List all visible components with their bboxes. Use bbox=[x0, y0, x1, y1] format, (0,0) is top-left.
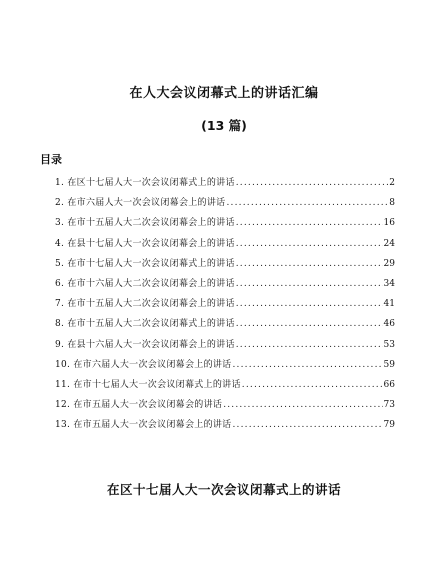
toc-page-number: 53 bbox=[383, 339, 395, 350]
toc-entry-label: 10. 在市六届人大一次会议闭幕会上的讲话 bbox=[55, 359, 232, 370]
toc-dot-leader bbox=[236, 319, 383, 329]
toc-entry bbox=[55, 256, 395, 276]
toc-entry bbox=[55, 337, 395, 357]
toc-dot-leader bbox=[232, 420, 382, 430]
toc-dot-leader bbox=[242, 380, 383, 390]
toc-dot-leader bbox=[236, 178, 389, 188]
toc-dot-leader bbox=[223, 400, 382, 410]
toc-page-number: 41 bbox=[383, 299, 395, 310]
toc-entry bbox=[55, 417, 395, 437]
toc-page-number: 29 bbox=[383, 258, 395, 269]
article-count: (13 篇) bbox=[201, 118, 247, 133]
toc-dot-leader bbox=[226, 198, 388, 208]
toc-entry bbox=[55, 236, 395, 256]
toc-entry-label: 9. 在县十六届人大一次会议闭幕会上的讲话 bbox=[55, 339, 235, 350]
toc-entry-label: 6. 在市十六届人大二次会议闭幕会上的讲话 bbox=[55, 278, 235, 289]
toc-entry-label: 12. 在市五届人大一次会议闭幕会的讲话 bbox=[55, 400, 223, 411]
toc-page-number: 46 bbox=[383, 319, 395, 330]
toc-page-number: 2 bbox=[389, 178, 395, 188]
toc-entry bbox=[55, 397, 395, 417]
toc-entry-label: 1. 在区十七届人大一次会议闭幕式上的讲话 bbox=[55, 178, 235, 188]
toc-entry bbox=[55, 357, 395, 377]
toc-dot-leader bbox=[236, 259, 383, 269]
toc-entry bbox=[55, 316, 395, 336]
toc-dot-leader bbox=[236, 218, 383, 228]
toc-entry-label: 13. 在市五届人大一次会议闭幕会上的讲话 bbox=[55, 420, 232, 431]
table-of-contents bbox=[55, 175, 395, 437]
toc-entry bbox=[55, 276, 395, 296]
toc-page-number: 8 bbox=[389, 198, 395, 209]
toc-entry-label: 2. 在市六届人大一次会议闭幕会上的讲话 bbox=[55, 198, 226, 209]
toc-page-number: 79 bbox=[383, 420, 395, 431]
toc-dot-leader bbox=[232, 360, 382, 370]
toc-page-number: 16 bbox=[383, 218, 395, 229]
toc-page-number: 59 bbox=[383, 359, 395, 370]
document-title: 在人大会议闭幕式上的讲话汇编 bbox=[129, 86, 319, 101]
toc-heading: 目录 bbox=[40, 153, 62, 166]
toc-dot-leader bbox=[236, 340, 383, 350]
toc-entry-label: 7. 在市十五届人大二次会议闭幕会上的讲话 bbox=[55, 299, 235, 310]
toc-page-number: 24 bbox=[383, 238, 395, 249]
toc-page-number: 73 bbox=[383, 400, 395, 411]
toc-entry bbox=[55, 175, 395, 195]
toc-dot-leader bbox=[236, 239, 383, 249]
toc-entry-label: 5. 在市十七届人大一次会议闭幕式上的讲话 bbox=[55, 258, 235, 269]
toc-entry bbox=[55, 296, 395, 316]
toc-entry-label: 8. 在市十五届人大二次会议闭幕式上的讲话 bbox=[55, 319, 235, 330]
toc-entry-label: 4. 在县十七届人大一次会议闭幕会上的讲话 bbox=[55, 238, 235, 249]
toc-entry-label: 11. 在市十七届人大一次会议闭幕式上的讲话 bbox=[55, 379, 241, 390]
toc-entry bbox=[55, 215, 395, 235]
toc-entry-label: 3. 在市十五届人大二次会议闭幕会上的讲话 bbox=[55, 218, 235, 229]
toc-entry bbox=[55, 377, 395, 397]
toc-dot-leader bbox=[236, 279, 383, 289]
section-title: 在区十七届人大一次会议闭幕式上的讲话 bbox=[106, 482, 341, 497]
toc-page-number: 66 bbox=[383, 379, 395, 390]
toc-page-number: 34 bbox=[383, 278, 395, 289]
toc-dot-leader bbox=[236, 299, 383, 309]
toc-entry bbox=[55, 195, 395, 215]
